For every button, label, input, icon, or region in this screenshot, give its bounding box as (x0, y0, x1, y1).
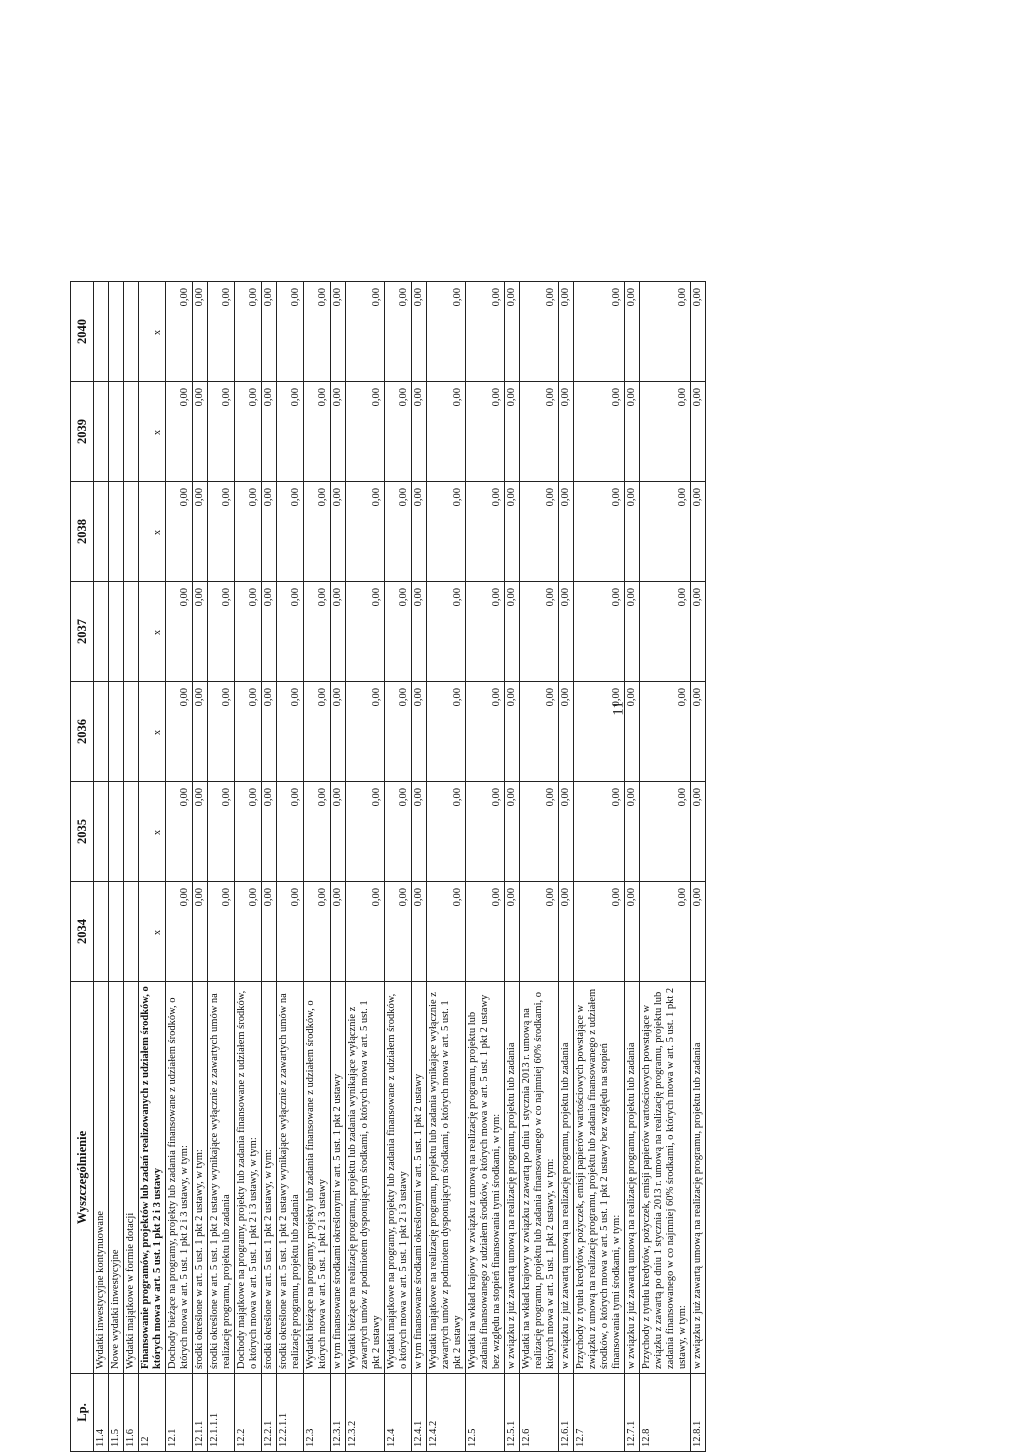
row-description: Wydatki bieżące na realizację programu, projektu lub zadania wynikające wyłącznie z zawartych umów z podmiotem dysponującym środkami, o których mowa w art. 5 ust. 1 pkt 2 ustawy (346, 982, 385, 1374)
value-cell: 0,00 (277, 682, 304, 782)
value-cell: 0,00 (277, 382, 304, 482)
row-number: 12.2 (235, 1374, 262, 1452)
row-number: 12.4.1 (412, 1374, 427, 1452)
row-number: 12.2.1 (262, 1374, 277, 1452)
value-cell: 0,00 (574, 882, 625, 982)
value-cell (109, 682, 124, 782)
value-cell: 0,00 (505, 282, 520, 382)
value-cell: 0,00 (208, 682, 235, 782)
value-cell: 0,00 (193, 882, 208, 982)
header-year: 2034 (71, 882, 94, 982)
row-number: 12.7.1 (625, 1374, 640, 1452)
value-cell: 0,00 (235, 282, 262, 382)
value-cell: 0,00 (505, 582, 520, 682)
value-cell: 0,00 (304, 282, 331, 382)
value-cell: 0,00 (559, 782, 574, 882)
value-cell: 0,00 (331, 382, 346, 482)
value-cell: 0,00 (559, 382, 574, 482)
row-description: Przychody z tytułu kredytów, pożyczek, emisji papierów wartościowych powstające w związku z zawartą po dniu 1 stycznia 2013 r. umową na realizację programu, projektu lub zadania finansowanego w co najmniej 60% środkami, o których mowa w art. 5 ust. 1 pkt 2 ustawy, w tym: (640, 982, 691, 1374)
value-cell: 0,00 (559, 582, 574, 682)
value-cell: 0,00 (574, 582, 625, 682)
value-cell: 0,00 (574, 482, 625, 582)
value-cell: 0,00 (691, 282, 706, 382)
value-cell: x (139, 282, 166, 382)
value-cell: 0,00 (262, 882, 277, 982)
table-body (94, 282, 706, 1452)
table-row (304, 282, 331, 1452)
value-cell: 0,00 (193, 682, 208, 782)
budget-table (70, 281, 706, 1452)
value-cell (94, 382, 109, 482)
rotated-table-container (70, 282, 840, 1452)
value-cell: 0,00 (505, 382, 520, 482)
value-cell (109, 582, 124, 682)
value-cell: 0,00 (691, 682, 706, 782)
value-cell: 0,00 (691, 382, 706, 482)
value-cell: 0,00 (346, 382, 385, 482)
value-cell: 0,00 (166, 582, 193, 682)
value-cell: 0,00 (466, 782, 505, 882)
value-cell: 0,00 (193, 282, 208, 382)
row-description: Wydatki majątkowe na programy, projekty lub zadania finansowane z udziałem środków, o których mowa w art. 5 ust. 1 pkt 2 i 3 ustawy (385, 982, 412, 1374)
row-description: środki określone w art. 5 ust. 1 pkt 2 ustawy, w tym: (262, 982, 277, 1374)
row-description: w związku z już zawartą umową na realizację programu, projektu lub zadania (625, 982, 640, 1374)
value-cell: 0,00 (640, 382, 691, 482)
row-description: w tym finansowane środkami określonymi w art. 5 ust. 1 pkt 2 ustawy (331, 982, 346, 1374)
value-cell: 0,00 (166, 482, 193, 582)
row-number: 12.5.1 (505, 1374, 520, 1452)
page-number: 11 (610, 701, 627, 716)
value-cell: 0,00 (277, 882, 304, 982)
row-number: 12.2.1.1 (277, 1374, 304, 1452)
value-cell: 0,00 (346, 782, 385, 882)
value-cell: 0,00 (331, 482, 346, 582)
value-cell: 0,00 (412, 282, 427, 382)
table-row (208, 282, 235, 1452)
row-description: Finansowanie programów, projektów lub zadań realizowanych z udziałem środków, o których mowa w art. 5 ust. 1 pkt 2 i 3 ustawy (139, 982, 166, 1374)
value-cell (109, 382, 124, 482)
value-cell: 0,00 (262, 782, 277, 882)
value-cell: 0,00 (262, 582, 277, 682)
table-row (262, 282, 277, 1452)
header-year: 2040 (71, 282, 94, 382)
row-description: Wydatki na wkład krajowy w związku z umową na realizację programu, projektu lub zadania finansowanego z udziałem środków, o których mowa w art. 5 ust. 1 pkt 2 ustawy bez względu na stopień finansowania tymi środkami, w tym: (466, 982, 505, 1374)
value-cell: 0,00 (412, 882, 427, 982)
value-cell: x (139, 882, 166, 982)
value-cell: 0,00 (331, 782, 346, 882)
row-description: w tym finansowane środkami określonymi w art. 5 ust. 1 pkt 2 ustawy (412, 982, 427, 1374)
value-cell: 0,00 (466, 382, 505, 482)
value-cell: 0,00 (559, 282, 574, 382)
value-cell: 0,00 (640, 682, 691, 782)
row-description: Wydatki bieżące na programy, projekty lub zadania finansowane z udziałem środków, o których mowa w art. 5 ust. 1 pkt 2 i 3 ustawy (304, 982, 331, 1374)
value-cell: x (139, 482, 166, 582)
value-cell (109, 282, 124, 382)
table-row (691, 282, 706, 1452)
table-row (346, 282, 385, 1452)
value-cell (109, 482, 124, 582)
value-cell: 0,00 (385, 282, 412, 382)
value-cell: 0,00 (277, 582, 304, 682)
table-row (412, 282, 427, 1452)
value-cell: 0,00 (520, 682, 559, 782)
table-row (331, 282, 346, 1452)
value-cell: 0,00 (166, 782, 193, 882)
value-cell (109, 882, 124, 982)
table-row (277, 282, 304, 1452)
value-cell: 0,00 (691, 782, 706, 882)
value-cell: 0,00 (331, 682, 346, 782)
value-cell: 0,00 (166, 282, 193, 382)
value-cell (94, 682, 109, 782)
row-description: środki określone w art. 5 ust. 1 pkt 2 ustawy, w tym: (193, 982, 208, 1374)
value-cell: 0,00 (427, 282, 466, 382)
value-cell (94, 782, 109, 882)
value-cell: 0,00 (625, 282, 640, 382)
value-cell: 0,00 (385, 682, 412, 782)
header-year: 2038 (71, 482, 94, 582)
table-row (385, 282, 412, 1452)
value-cell: 0,00 (385, 582, 412, 682)
table-row (109, 282, 124, 1452)
row-description: Dochody majątkowe na programy, projekty lub zadania finansowane z udziałem środków, o których mowa w art. 5 ust. 1 pkt 2 i 3 ustawy, w tym: (235, 982, 262, 1374)
table-row (124, 282, 139, 1452)
table-row (193, 282, 208, 1452)
value-cell: 0,00 (235, 482, 262, 582)
value-cell: 0,00 (520, 582, 559, 682)
value-cell: 0,00 (304, 782, 331, 882)
value-cell: 0,00 (505, 782, 520, 882)
value-cell: 0,00 (346, 282, 385, 382)
table-row (427, 282, 466, 1452)
value-cell: 0,00 (346, 882, 385, 982)
value-cell: 0,00 (346, 482, 385, 582)
row-description: w związku z już zawartą umową na realizację programu, projektu lub zadania (691, 982, 706, 1374)
row-description: Wydatki inwestycyjne kontynuowane (94, 982, 109, 1374)
value-cell: x (139, 782, 166, 882)
value-cell (124, 482, 139, 582)
value-cell: 0,00 (193, 382, 208, 482)
value-cell: 0,00 (466, 282, 505, 382)
value-cell: 0,00 (412, 382, 427, 482)
row-number: 12.4.2 (427, 1374, 466, 1452)
value-cell: 0,00 (412, 782, 427, 882)
row-number: 12.4 (385, 1374, 412, 1452)
value-cell: 0,00 (505, 682, 520, 782)
row-number: 12.7 (574, 1374, 625, 1452)
row-number: 12.5 (466, 1374, 505, 1452)
value-cell (124, 282, 139, 382)
value-cell: 0,00 (505, 882, 520, 982)
value-cell: 0,00 (691, 582, 706, 682)
value-cell: 0,00 (385, 382, 412, 482)
value-cell: 0,00 (466, 582, 505, 682)
value-cell (94, 882, 109, 982)
value-cell: 0,00 (466, 682, 505, 782)
value-cell: 0,00 (574, 382, 625, 482)
value-cell (124, 782, 139, 882)
value-cell: 0,00 (412, 582, 427, 682)
row-description: Nowe wydatki inwestycyjne (109, 982, 124, 1374)
table-row (166, 282, 193, 1452)
table-row (139, 282, 166, 1452)
row-number: 12.8 (640, 1374, 691, 1452)
value-cell (124, 582, 139, 682)
value-cell: 0,00 (385, 882, 412, 982)
row-description: w związku z już zawartą umową na realizację programu, projektu lub zadania (505, 982, 520, 1374)
table-row (574, 282, 625, 1452)
value-cell: 0,00 (208, 482, 235, 582)
value-cell: 0,00 (331, 582, 346, 682)
value-cell: 0,00 (304, 682, 331, 782)
row-description: Wydatki na wkład krajowy w związku z zawartą po dniu 1 stycznia 2013 r. umową na realizację programu, projektu lub zadania finansowanego w co najmniej 60% środkami, o których mowa w art. 5 ust. 1 pkt 2 ustawy, w tym: (520, 982, 559, 1374)
table-row (94, 282, 109, 1452)
row-number: 11.4 (94, 1374, 109, 1452)
value-cell: 0,00 (574, 282, 625, 382)
value-cell: 0,00 (640, 282, 691, 382)
value-cell: 0,00 (427, 582, 466, 682)
row-number: 12.1 (166, 1374, 193, 1452)
row-number: 12.3 (304, 1374, 331, 1452)
header-year: 2039 (71, 382, 94, 482)
value-cell: 0,00 (346, 582, 385, 682)
header-description: Wyszczególnienie (71, 982, 94, 1374)
value-cell: 0,00 (277, 282, 304, 382)
value-cell: 0,00 (331, 882, 346, 982)
value-cell: 0,00 (625, 882, 640, 982)
value-cell: 0,00 (427, 682, 466, 782)
value-cell: 0,00 (559, 882, 574, 982)
header-year: 2036 (71, 682, 94, 782)
table-row (520, 282, 559, 1452)
row-description: Dochody bieżące na programy, projekty lub zadania finansowane z udziałem środków, o których mowa w art. 5 ust. 1 pkt 2 i 3 ustawy, w tym: (166, 982, 193, 1374)
header-lp: Lp. (71, 1374, 94, 1452)
value-cell: 0,00 (412, 482, 427, 582)
value-cell: 0,00 (166, 882, 193, 982)
value-cell: 0,00 (304, 482, 331, 582)
value-cell: 0,00 (691, 882, 706, 982)
value-cell: 0,00 (262, 482, 277, 582)
value-cell: x (139, 582, 166, 682)
value-cell: 0,00 (385, 482, 412, 582)
header-year: 2035 (71, 782, 94, 882)
value-cell: 0,00 (625, 482, 640, 582)
value-cell: 0,00 (235, 382, 262, 482)
value-cell: 0,00 (346, 682, 385, 782)
row-description: Przychody z tytułu kredytów, pożyczek, emisji papierów wartościowych powstające w związku z umową na realizację programu, projektu lub zadania finansowanego z udziałem środków, o których mowa w art. 5 ust. 1 pkt 2 ustawy bez względu na stopień finansowania tymi środkami, w tym: (574, 982, 625, 1374)
row-description: środki określone w art. 5 ust. 1 pkt 2 ustawy wynikające wyłącznie z zawartych umów na realizację programu, projektu lub zadania (277, 982, 304, 1374)
table-row (625, 282, 640, 1452)
value-cell: 0,00 (193, 582, 208, 682)
row-number: 11.6 (124, 1374, 139, 1452)
row-description: w związku z już zawartą umową na realizację programu, projektu lub zadania (559, 982, 574, 1374)
value-cell (94, 282, 109, 382)
header-year: 2037 (71, 582, 94, 682)
table-row (235, 282, 262, 1452)
value-cell: 0,00 (385, 782, 412, 882)
value-cell: 0,00 (208, 782, 235, 882)
value-cell: 0,00 (625, 682, 640, 782)
value-cell: 0,00 (625, 782, 640, 882)
value-cell (124, 682, 139, 782)
value-cell: 0,00 (466, 482, 505, 582)
row-number: 12.1.1.1 (208, 1374, 235, 1452)
value-cell: 0,00 (520, 882, 559, 982)
value-cell: 0,00 (331, 282, 346, 382)
value-cell: 0,00 (427, 782, 466, 882)
row-description: Wydatki majątkowe na realizację programu, projektu lub zadania wynikające wyłącznie z zawartych umów z podmiotem dysponującym środkami, o których mowa w art. 5 ust. 1 pkt 2 ustawy (427, 982, 466, 1374)
value-cell: 0,00 (208, 582, 235, 682)
value-cell: 0,00 (640, 782, 691, 882)
value-cell: 0,00 (304, 882, 331, 982)
value-cell: 0,00 (262, 382, 277, 482)
value-cell: 0,00 (520, 382, 559, 482)
value-cell: 0,00 (235, 582, 262, 682)
value-cell: 0,00 (427, 482, 466, 582)
value-cell: 0,00 (520, 482, 559, 582)
value-cell: 0,00 (235, 682, 262, 782)
row-number: 11.5 (109, 1374, 124, 1452)
value-cell: 0,00 (208, 882, 235, 982)
value-cell: 0,00 (208, 282, 235, 382)
table-row (640, 282, 691, 1452)
value-cell: 0,00 (193, 482, 208, 582)
value-cell: 0,00 (640, 882, 691, 982)
value-cell: 0,00 (166, 682, 193, 782)
value-cell (109, 782, 124, 882)
row-number: 12.3.2 (346, 1374, 385, 1452)
value-cell: 0,00 (304, 582, 331, 682)
value-cell: 0,00 (277, 782, 304, 882)
value-cell: 0,00 (208, 382, 235, 482)
table-row (505, 282, 520, 1452)
value-cell: 0,00 (520, 282, 559, 382)
row-number: 12.3.1 (331, 1374, 346, 1452)
value-cell: 0,00 (559, 482, 574, 582)
value-cell: 0,00 (691, 482, 706, 582)
value-cell: 0,00 (262, 682, 277, 782)
row-description: środki określone w art. 5 ust. 1 pkt 2 ustawy wynikające wyłącznie z zawartych umów na realizację programu, projektu lub zadania (208, 982, 235, 1374)
value-cell: 0,00 (412, 682, 427, 782)
value-cell: 0,00 (427, 882, 466, 982)
value-cell: 0,00 (574, 682, 625, 782)
value-cell: 0,00 (427, 382, 466, 482)
table-row (559, 282, 574, 1452)
row-number: 12.6.1 (559, 1374, 574, 1452)
value-cell: 0,00 (520, 782, 559, 882)
value-cell: 0,00 (277, 482, 304, 582)
value-cell: 0,00 (166, 382, 193, 482)
row-description: Wydatki majątkowe w formie dotacji (124, 982, 139, 1374)
value-cell: 0,00 (304, 382, 331, 482)
row-number: 12.1.1 (193, 1374, 208, 1452)
table-row (466, 282, 505, 1452)
value-cell: 0,00 (625, 582, 640, 682)
row-number: 12 (139, 1374, 166, 1452)
value-cell: 0,00 (193, 782, 208, 882)
value-cell: x (139, 382, 166, 482)
row-number: 12.8.1 (691, 1374, 706, 1452)
value-cell: 0,00 (625, 382, 640, 482)
value-cell: 0,00 (640, 582, 691, 682)
value-cell: 0,00 (574, 782, 625, 882)
value-cell (94, 582, 109, 682)
value-cell (94, 482, 109, 582)
value-cell: 0,00 (559, 682, 574, 782)
value-cell (124, 382, 139, 482)
value-cell: x (139, 682, 166, 782)
value-cell: 0,00 (505, 482, 520, 582)
row-number: 12.6 (520, 1374, 559, 1452)
value-cell: 0,00 (640, 482, 691, 582)
value-cell: 0,00 (262, 282, 277, 382)
value-cell: 0,00 (235, 782, 262, 882)
header-row (71, 282, 94, 1452)
value-cell: 0,00 (235, 882, 262, 982)
value-cell: 0,00 (466, 882, 505, 982)
value-cell (124, 882, 139, 982)
